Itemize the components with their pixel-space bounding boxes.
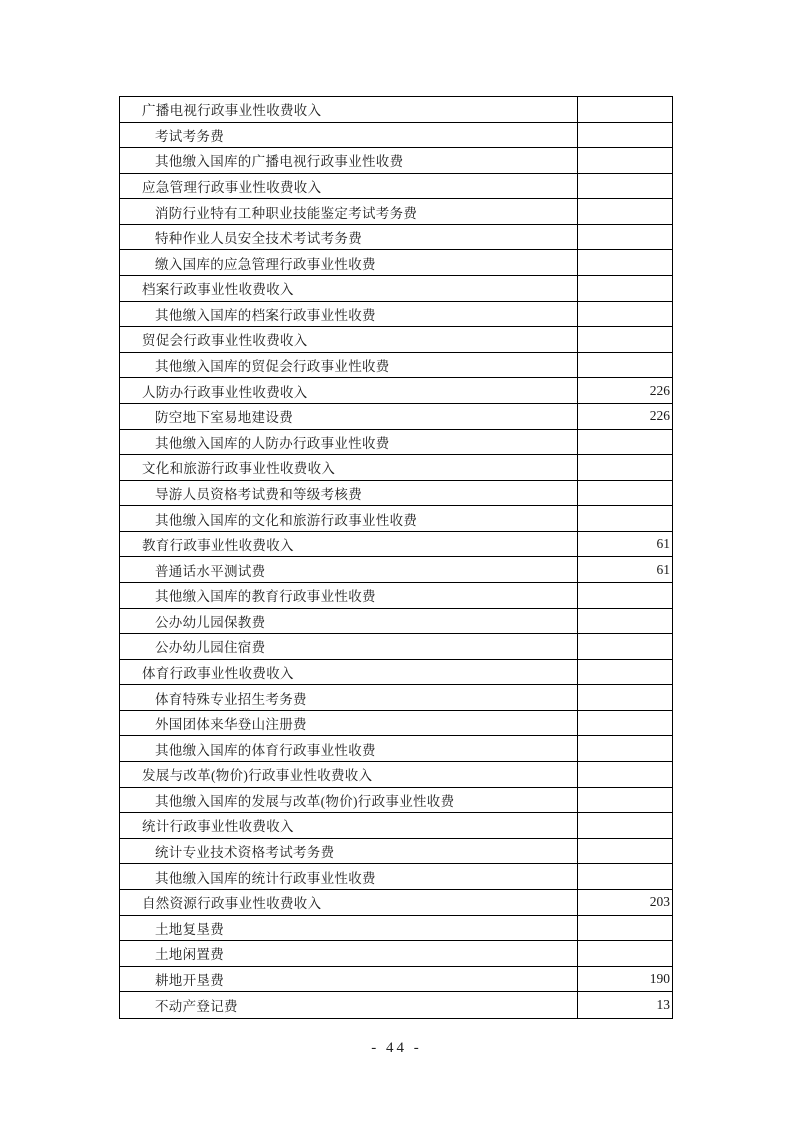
- fee-amount-value: [577, 736, 672, 761]
- fee-amount-value: [577, 762, 672, 787]
- fee-amount-value: [577, 660, 672, 685]
- table-row: [120, 225, 672, 251]
- fee-item-label: 外国团体来华登山注册费: [155, 717, 307, 733]
- table-row: [120, 353, 672, 379]
- table-row: [120, 123, 672, 149]
- fee-amount-value: [577, 174, 672, 199]
- fee-amount-value: [577, 941, 672, 966]
- table-row: [120, 634, 672, 660]
- fee-item-label: 体育特殊专业招生考务费: [155, 691, 307, 707]
- fee-item-label: 普通话水平测试费: [155, 563, 266, 579]
- fee-amount-value: 61: [577, 532, 672, 557]
- fee-amount-value: [577, 839, 672, 864]
- fee-amount-value: [577, 276, 672, 301]
- fee-amount-value: [577, 199, 672, 224]
- fee-item-label: 公办幼儿园保教费: [155, 614, 266, 630]
- table-row: [120, 762, 672, 788]
- fee-item-label: 耕地开垦费: [155, 972, 224, 988]
- table-row: [120, 788, 672, 814]
- fee-amount-value: [577, 634, 672, 659]
- fee-amount-value: 61: [577, 557, 672, 582]
- fee-amount-value: [577, 864, 672, 889]
- table-row: [120, 557, 672, 583]
- table-row: [120, 685, 672, 711]
- table-row: [120, 148, 672, 174]
- table-row: [120, 199, 672, 225]
- fee-item-label: 其他缴入国库的人防办行政事业性收费: [155, 435, 390, 451]
- fee-item-label: 其他缴入国库的教育行政事业性收费: [155, 589, 376, 605]
- fee-item-label: 自然资源行政事业性收费收入: [142, 896, 322, 912]
- table-row: [120, 967, 672, 993]
- fee-item-label: 防空地下室易地建设费: [155, 410, 293, 426]
- fee-item-label: 缴入国库的应急管理行政事业性收费: [155, 256, 376, 272]
- table-row: [120, 97, 672, 123]
- table-row: [120, 736, 672, 762]
- fee-amount-value: 226: [577, 404, 672, 429]
- fee-amount-value: [577, 481, 672, 506]
- table-row: [120, 813, 672, 839]
- table-row: [120, 378, 672, 404]
- page-number: - 44 -: [371, 1040, 422, 1056]
- table-row: [120, 992, 672, 1018]
- table-row: [120, 481, 672, 507]
- table-row: [120, 532, 672, 558]
- fee-amount-value: 226: [577, 378, 672, 403]
- fee-item-label: 其他缴入国库的广播电视行政事业性收费: [155, 154, 404, 170]
- table-row: [120, 890, 672, 916]
- table-row: [120, 941, 672, 967]
- fee-item-label: 特种作业人员安全技术考试考务费: [155, 231, 362, 247]
- fee-amount-value: [577, 225, 672, 250]
- fee-amount-value: [577, 788, 672, 813]
- fee-amount-value: [577, 916, 672, 941]
- fee-item-label: 其他缴入国库的档案行政事业性收费: [155, 307, 376, 323]
- fee-item-label: 土地复垦费: [155, 921, 224, 937]
- fee-item-label: 档案行政事业性收费收入: [142, 282, 294, 298]
- fee-item-label: 其他缴入国库的贸促会行政事业性收费: [155, 359, 390, 375]
- table-row: [120, 250, 672, 276]
- table-row: [120, 711, 672, 737]
- table-row: [120, 276, 672, 302]
- fee-amount-value: [577, 123, 672, 148]
- fee-item-label: 导游人员资格考试费和等级考核费: [155, 486, 362, 502]
- table-row: [120, 609, 672, 635]
- fee-amount-value: [577, 430, 672, 455]
- fee-item-label: 公办幼儿园住宿费: [155, 640, 266, 656]
- table-row: [120, 506, 672, 532]
- fee-item-label: 体育行政事业性收费收入: [142, 666, 294, 681]
- table-row: [120, 583, 672, 609]
- fee-item-label: 统计行政事业性收费收入: [142, 819, 294, 835]
- table-row: [120, 327, 672, 353]
- fee-amount-value: [577, 711, 672, 736]
- table-row: [120, 839, 672, 865]
- table-row: [120, 455, 672, 481]
- fee-amount-value: [577, 455, 672, 480]
- fee-amount-value: [577, 302, 672, 327]
- fee-amount-value: [577, 583, 672, 608]
- fee-item-label: 文化和旅游行政事业性收费收入: [142, 461, 336, 477]
- fee-item-label: 应急管理行政事业性收费收入: [142, 180, 322, 196]
- fee-item-label: 消防行业特有工种职业技能鉴定考试考务费: [155, 205, 418, 221]
- table-row: [120, 864, 672, 890]
- table-row: [120, 404, 672, 430]
- fee-amount-value: [577, 813, 672, 838]
- fee-item-label: 其他缴入国库的体育行政事业性收费: [155, 742, 376, 758]
- fee-item-label: 其他缴入国库的文化和旅游行政事业性收费: [155, 512, 418, 528]
- fee-amount-value: [577, 250, 672, 275]
- fee-amount-value: [577, 609, 672, 634]
- table-row: [120, 660, 672, 686]
- fee-item-label: 教育行政事业性收费收入: [142, 538, 294, 554]
- fee-amount-value: 13: [577, 992, 672, 1018]
- table-row: [120, 916, 672, 942]
- fee-amount-value: 203: [577, 890, 672, 915]
- fee-amount-value: [577, 685, 672, 710]
- fee-amount-value: 190: [577, 967, 672, 992]
- fee-amount-value: [577, 353, 672, 378]
- fee-item-label: 统计专业技术资格考试考务费: [155, 845, 335, 861]
- fee-amount-value: [577, 327, 672, 352]
- table-row: [120, 430, 672, 456]
- fee-income-table: [119, 96, 673, 1019]
- fee-item-label: 其他缴入国库的统计行政事业性收费: [155, 870, 376, 886]
- fee-item-label: 不动产登记费: [155, 999, 238, 1015]
- fee-item-label: 人防办行政事业性收费收入: [142, 384, 308, 400]
- fee-item-label: 土地闲置费: [155, 947, 224, 963]
- fee-item-label: 发展与改革(物价)行政事业性收费收入: [142, 768, 373, 784]
- fee-item-label: 其他缴入国库的发展与改革(物价)行政事业性收费: [155, 793, 455, 809]
- fee-item-label: 贸促会行政事业性收费收入: [142, 333, 308, 349]
- fee-amount-value: [577, 506, 672, 531]
- table-row: [120, 302, 672, 328]
- fee-item-label: 考试考务费: [155, 128, 224, 144]
- fee-item-label: 广播电视行政事业性收费收入: [142, 103, 322, 119]
- fee-amount-value: [577, 148, 672, 173]
- table-row: [120, 174, 672, 200]
- fee-amount-value: [577, 97, 672, 122]
